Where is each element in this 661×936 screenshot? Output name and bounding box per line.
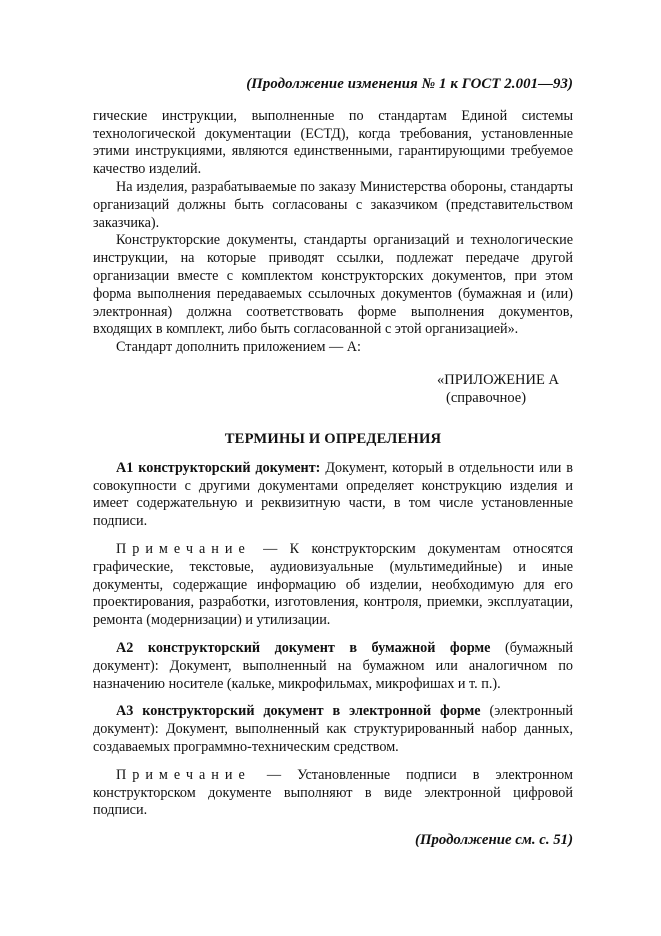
paragraph-4: Стандарт дополнить приложением — А: <box>116 339 361 356</box>
paragraph-3: Конструкторские документы, стандарты организаций и технологические инструкции, на которые приводят ссылки, подлежат передаче другой организации вместе с комплектом конструкторских документов, при этом форма выполнения передаваемых ссылочных документов (бумажная и (или) электронная) должна соответствовать форме выполнения документов, входящих в комплект, либо быть согласованной с этой организацией». <box>93 232 573 338</box>
term-a1 <box>93 460 573 531</box>
term-a2 <box>93 640 573 693</box>
page-footer: (Продолжение см. с. 51) <box>415 832 573 849</box>
note-2 <box>93 767 573 820</box>
section-title: ТЕРМИНЫ И ОПРЕДЕЛЕНИЯ <box>224 430 442 447</box>
term-a2-name: А2 конструкторский документ в бумажной форме <box>116 639 491 656</box>
term-a2-definition: (бумажный документ): Документ, выполненный на бумажном или аналогичном по назначению носителе (кальке, микрофильмах, микрофишах и т. п.). <box>93 639 574 692</box>
paragraph-2: На изделия, разрабатываемые по заказу Министерства обороны, стандарты организаций должны быть согласованы с заказчиком (представительством заказчика). <box>93 178 573 231</box>
note-2-text: — Установленные подписи в электронном конструкторском документе выполняют в виде электронной цифровой подписи. <box>93 766 573 819</box>
appendix-title: «ПРИЛОЖЕНИЕ А <box>437 371 559 388</box>
appendix-subtitle: (справочное) <box>446 389 527 406</box>
term-a1-name: А1 конструкторский документ: <box>116 459 321 476</box>
note-2-label: Примечание <box>116 766 251 783</box>
term-a1-definition: Документ, который в отдельности или в совокупности с другими документами определяет конструкцию изделия и имеет содержательную и реквизитную части, в том числе установленные подписи. <box>93 459 573 530</box>
term-a3-definition: (электронный документ): Документ, выполненный как структурированный набор данных, создаваемых программно-техническим средством. <box>93 703 574 755</box>
term-a3-name: А3 конструкторский документ в электронной форме <box>116 703 481 720</box>
note-1 <box>93 541 573 630</box>
page-header: (Продолжение изменения № 1 к ГОСТ 2.001—93) <box>246 76 573 92</box>
term-a3 <box>93 703 573 756</box>
paragraph-1: гические инструкции, выполненные по стандартам Единой системы технологической документации (ЕСТД), когда требования, установленные этими инструкциями, являются единственными, гарантирующими требуемое качество изделий. <box>93 107 573 178</box>
note-1-text: — К конструкторским документам относятся графические, текстовые, аудиовизуальные (мультимедийные) и иные документы, содержащие информацию об изделии, необходимую для его проектирования, разработки, изготовления, контроля, приемки, эксплуатации, ремонта (модернизации) и утилизации. <box>93 540 573 629</box>
appendix-label <box>437 371 573 407</box>
note-1-label: Примечание <box>116 540 251 557</box>
document-page <box>93 76 573 850</box>
